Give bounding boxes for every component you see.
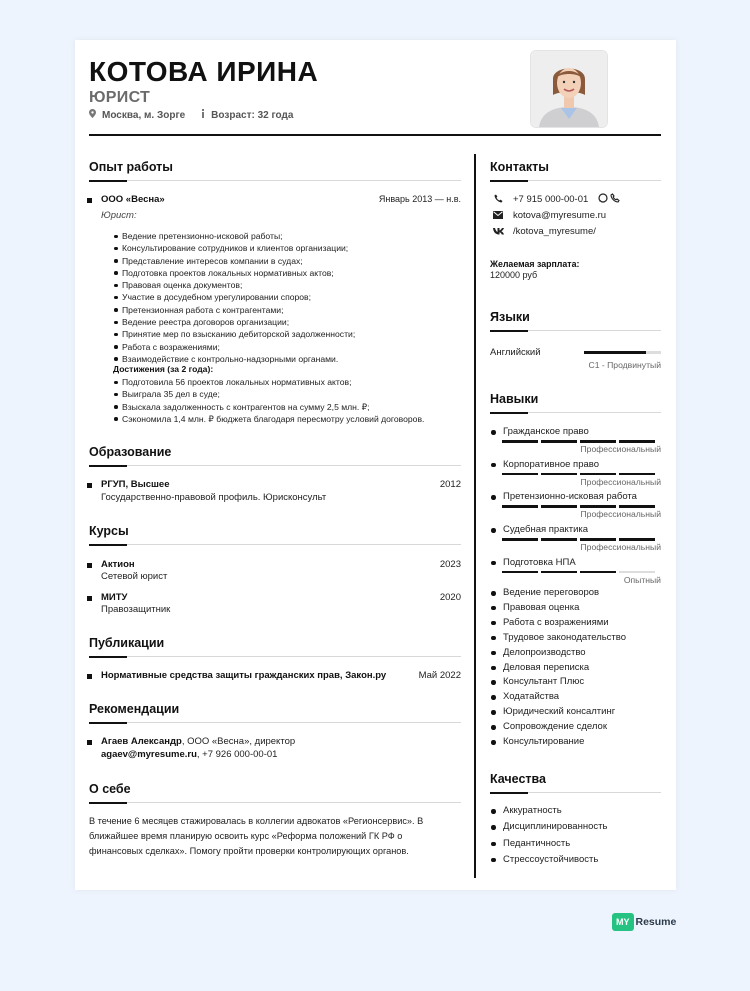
skill-item: Делопроизводство [490, 647, 586, 658]
experience-achievements [113, 376, 424, 425]
recommendation-contacts [101, 749, 277, 760]
course-name: Актион [101, 559, 135, 570]
about-rule [89, 802, 461, 803]
skill-level-segment [502, 473, 538, 476]
skill-item: Трудовое законодательство [490, 632, 626, 643]
about-line: финансовых сделках». Помогу пройти проверки контролирующих органов. [89, 846, 409, 856]
education-bullet [87, 483, 92, 488]
list-item: Представление интересов компании в судах; [113, 255, 355, 267]
skill-level-bar [502, 440, 655, 443]
publication-title: Нормативные средства защиты гражданских прав, Закон.ру [101, 670, 387, 681]
skill-level: Профессиональный [580, 444, 661, 454]
skill-name: Подготовка НПА [490, 557, 576, 568]
publication-date: Май 2022 [418, 670, 461, 681]
skill-item: Ведение переговоров [490, 587, 599, 598]
skill-name: Претензионно-исковая работа [490, 491, 637, 502]
education-details: Государственно-правовой профиль. Юрисконсульт [101, 492, 327, 503]
candidate-name: КОТОВА ИРИНА [89, 56, 319, 87]
email-icon [492, 211, 504, 222]
skill-item: Правовая оценка [490, 602, 579, 613]
course-details: Сетевой юрист [101, 571, 168, 582]
list-item: Сэкономила 1,4 млн. ₽ бюджета благодаря пересмотру условий договоров. [113, 413, 424, 425]
list-item: Ведение претензионно-исковой работы; [113, 230, 355, 242]
whatsapp-icon [597, 193, 609, 206]
list-item: Взыскала задолженность с контрагентов на сумму 2,5 млн. ₽; [113, 401, 424, 413]
list-item: Претензионная работа с контрагентами; [113, 304, 355, 316]
languages-rule [490, 330, 661, 331]
publication-bullet [87, 674, 92, 679]
course-year: 2020 [439, 592, 461, 603]
education-heading: Образование [89, 445, 172, 459]
recommendations-rule [89, 722, 461, 723]
experience-heading: Опыт работы [89, 160, 173, 174]
about-heading: О себе [89, 782, 131, 796]
experience-rule [89, 180, 461, 181]
recommendation-org: , ООО «Весна», директор [181, 736, 296, 747]
achievements-heading: Достижения (за 2 года): [113, 364, 214, 374]
skill-level-segment [619, 505, 655, 508]
location-pin-icon [89, 109, 96, 121]
recommendations-heading: Рекомендации [89, 702, 180, 716]
course-bullet [87, 596, 92, 601]
contact-email[interactable]: kotova@myresume.ru [513, 210, 607, 221]
skill-name: Корпоративное право [490, 459, 599, 470]
recommendation-phone: , +7 926 000-00-01 [196, 749, 278, 760]
course-year: 2023 [439, 559, 461, 570]
experience-bullet [87, 198, 92, 203]
courses-rule [89, 544, 461, 545]
skill-name: Судебная практика [490, 524, 588, 535]
language-level: C1 - Продвинутый [588, 360, 661, 370]
contacts-heading: Контакты [490, 160, 549, 174]
course-bullet [87, 563, 92, 568]
list-item: Участие в досудебном урегулировании споров; [113, 291, 355, 303]
skill-level-segment [619, 473, 655, 476]
skill-level-segment [541, 440, 577, 443]
skills-heading: Навыки [490, 392, 539, 406]
skills-rule [490, 412, 661, 413]
skill-level-segment [541, 538, 577, 541]
recommendation-bullet [87, 740, 92, 745]
list-item: Выиграла 35 дел в суде; [113, 388, 424, 400]
quality-item: Педантичность [490, 838, 570, 849]
logo-text: Resume [635, 916, 677, 928]
language-level-bar [584, 351, 661, 354]
quality-item: Стрессоустойчивость [490, 854, 598, 865]
contact-phone[interactable]: +7 915 000-00-01 [513, 194, 589, 205]
skill-level-bar [502, 538, 655, 541]
about-line: ближайшее время планирую освоить курс «Реформа положений ГК РФ о [89, 831, 403, 841]
publications-rule [89, 656, 461, 657]
skill-item: Консультант Плюс [490, 676, 584, 687]
experience-period: Январь 2013 — н.в. [378, 194, 461, 204]
candidate-meta [89, 109, 293, 121]
phone-icon [492, 194, 504, 206]
salary-label: Желаемая зарплата: [490, 259, 580, 269]
skill-level-segment [502, 505, 538, 508]
skill-level-segment [580, 440, 616, 443]
skill-level-segment [619, 538, 655, 541]
list-item: Подготовила 56 проектов локальных нормативных актов; [113, 376, 424, 388]
candidate-position: ЮРИСТ [89, 89, 151, 106]
list-item: Подготовка проектов локальных нормативных актов; [113, 267, 355, 279]
skill-level-segment [580, 505, 616, 508]
recommendation-person: Агаев Александр [101, 736, 182, 747]
experience-company: ООО «Весна» [101, 194, 165, 205]
skill-level-segment [619, 571, 655, 574]
experience-role: Юрист: [101, 210, 137, 221]
publications-heading: Публикации [89, 636, 165, 650]
skill-item: Консультирование [490, 736, 584, 747]
header-divider [89, 134, 661, 136]
skill-item: Сопровождение сделок [490, 721, 607, 732]
skill-level-bar [502, 571, 655, 574]
skill-level-bar [502, 473, 655, 476]
recommendation-email: agaev@myresume.ru [101, 749, 197, 760]
skill-name: Гражданское право [490, 426, 589, 437]
contact-vk[interactable]: /kotova_myresume/ [513, 226, 596, 237]
skill-level: Профессиональный [580, 509, 661, 520]
myresume-logo [612, 913, 676, 931]
languages-heading: Языки [490, 310, 530, 324]
list-item: Принятие мер по взысканию дебиторской задолженности; [113, 328, 355, 340]
skill-level-segment [541, 473, 577, 476]
contacts-rule [490, 180, 661, 181]
viber-icon [609, 193, 621, 206]
salary-value: 120000 руб [490, 270, 538, 280]
resume-page [75, 40, 676, 890]
course-details: Правозащитник [101, 604, 171, 615]
skill-item: Работа с возражениями [490, 617, 609, 628]
experience-duties [113, 230, 355, 365]
list-item: Консультирование сотрудников и клиентов организации; [113, 242, 355, 254]
skill-level-segment [580, 538, 616, 541]
skill-item: Деловая переписка [490, 662, 589, 673]
skill-level: Профессиональный [580, 476, 661, 487]
skill-level-bar [502, 505, 655, 508]
qualities-heading: Качества [490, 772, 547, 786]
location-text: Москва, м. Зорге [102, 109, 186, 121]
skill-level-segment [580, 571, 616, 574]
list-item: Ведение реестра договоров организации; [113, 316, 355, 328]
skill-level-segment [502, 571, 538, 574]
candidate-photo [530, 50, 608, 128]
education-rule [89, 465, 461, 466]
skill-level-segment [580, 473, 616, 476]
list-item: Работа с возражениями; [113, 341, 355, 353]
info-icon [201, 109, 205, 121]
skill-level-segment [502, 538, 538, 541]
skill-level: Опытный [623, 574, 661, 585]
about-line: В течение 6 месяцев стажировалась в коллегии адвокатов «Регионсервис». В [89, 816, 424, 826]
list-item: Правовая оценка документов; [113, 279, 355, 291]
language-name: Английский [490, 347, 541, 358]
vk-icon [492, 227, 504, 237]
quality-item: Аккуратность [490, 805, 562, 816]
education-institution: РГУП, Высшее [101, 479, 170, 490]
course-name: МИТУ [101, 592, 128, 603]
skill-level: Профессиональный [580, 542, 661, 553]
column-divider [474, 154, 476, 878]
skill-level-segment [619, 440, 655, 443]
list-item: Взаимодействие с контрольно-надзорными органами. [113, 353, 355, 365]
skill-level-segment [541, 571, 577, 574]
quality-item: Дисциплинированность [490, 821, 607, 832]
language-level-fill [584, 351, 646, 354]
recommendation-person-line [101, 736, 295, 747]
education-year: 2012 [439, 479, 461, 490]
age-text: Возраст: 32 года [211, 109, 294, 121]
qualities-rule [490, 792, 661, 793]
skill-item: Ходатайства [490, 691, 559, 702]
logo-badge: MY [612, 913, 634, 931]
courses-heading: Курсы [89, 524, 129, 538]
skill-level-segment [541, 505, 577, 508]
skill-level-segment [502, 440, 538, 443]
skill-item: Юридический консалтинг [490, 706, 615, 717]
